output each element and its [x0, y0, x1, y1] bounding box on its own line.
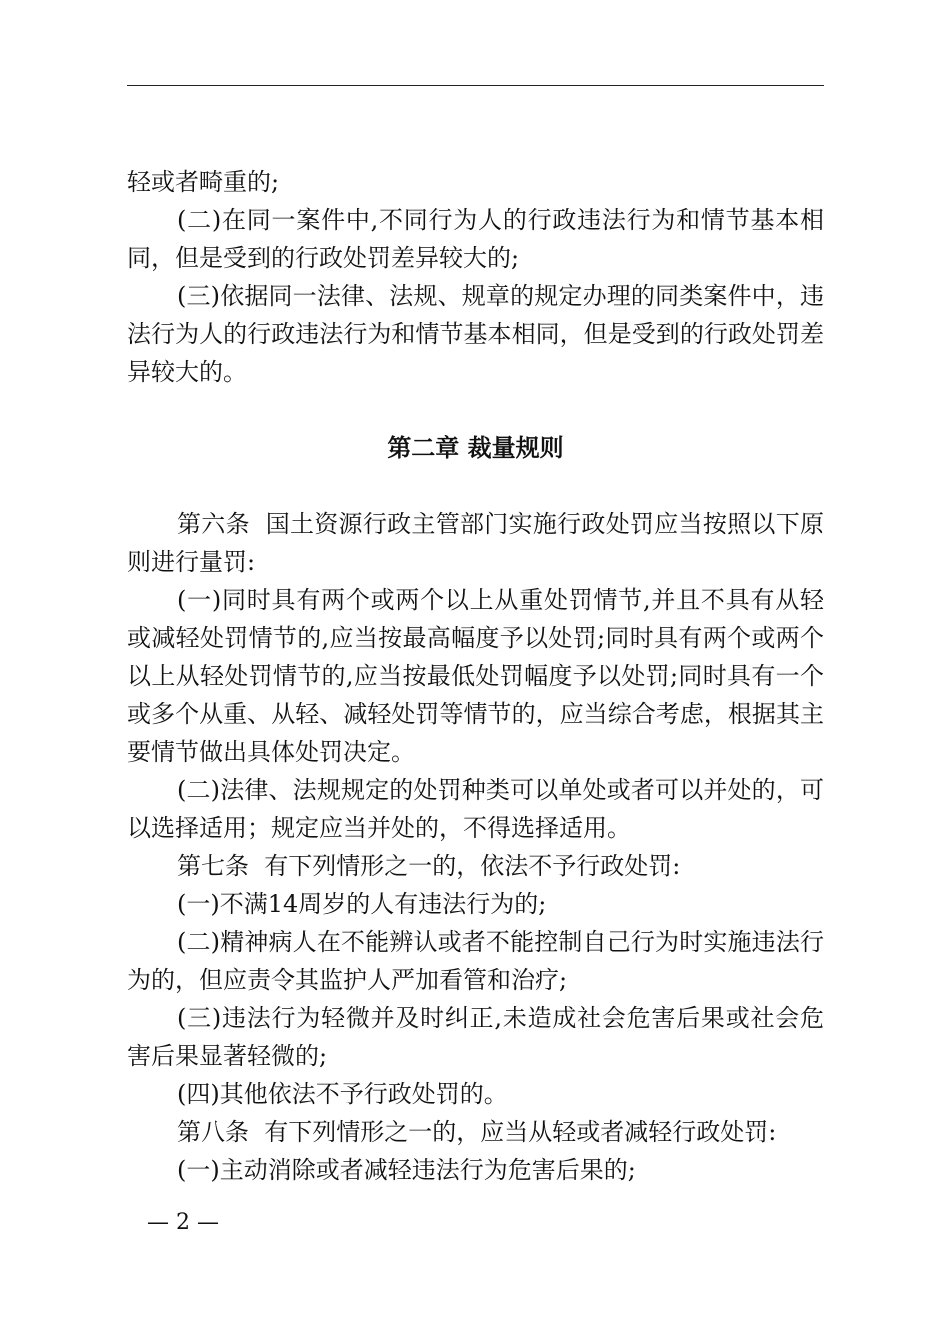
clause-paragraph: (一)同时具有两个或两个以上从重处罚情节,并且不具有从轻或减轻处罚情节的,应当按最高幅度予以处罚;同时具有两个或两个以上从轻处罚情节的,应当按最低处罚幅度予以处罚;同时具有一个或多个从重、从轻、减轻处罚等情节的，应当综合考虑，根据其主要情节做出具体处罚决定。: [127, 586, 824, 766]
paragraph: 轻或者畸重的;: [127, 168, 280, 196]
paragraph: (三)依据同一法律、法规、规章的规定办理的同类案件中，违法行为人的行政违法行为和情节基本相同，但是受到的行政处罚差异较大的。: [127, 282, 824, 386]
clause-paragraph: (三)违法行为轻微并及时纠正,未造成社会危害后果或社会危害后果显著轻微的;: [127, 1004, 824, 1070]
spacer: [127, 467, 824, 505]
page-number: — 2 —: [147, 1210, 219, 1235]
header-rule: [127, 85, 824, 86]
article-paragraph: 第七条 有下列情形之一的，依法不予行政处罚:: [177, 852, 681, 880]
document-body: [127, 163, 824, 1189]
clause-paragraph: (四)其他依法不予行政处罚的。: [177, 1080, 508, 1108]
clause-paragraph: (一)主动消除或者减轻违法行为危害后果的;: [177, 1156, 636, 1184]
article-paragraph: 第六条 国土资源行政主管部门实施行政处罚应当按照以下原则进行量罚:: [127, 510, 824, 576]
clause-paragraph: (二)法律、法规规定的处罚种类可以单处或者可以并处的，可以选择适用；规定应当并处的，不得选择适用。: [127, 776, 824, 842]
clause-paragraph: (一)不满14周岁的人有违法行为的;: [177, 890, 547, 918]
spacer: [127, 391, 824, 429]
chapter-title: 第二章 裁量规则: [387, 434, 564, 462]
article-paragraph: 第八条 有下列情形之一的，应当从轻或者减轻行政处罚:: [177, 1118, 777, 1146]
clause-paragraph: (二)精神病人在不能辨认或者不能控制自己行为时实施违法行为的，但应责令其监护人严加看管和治疗;: [127, 928, 824, 994]
paragraph: (二)在同一案件中,不同行为人的行政违法行为和情节基本相同，但是受到的行政处罚差异较大的;: [127, 206, 824, 272]
